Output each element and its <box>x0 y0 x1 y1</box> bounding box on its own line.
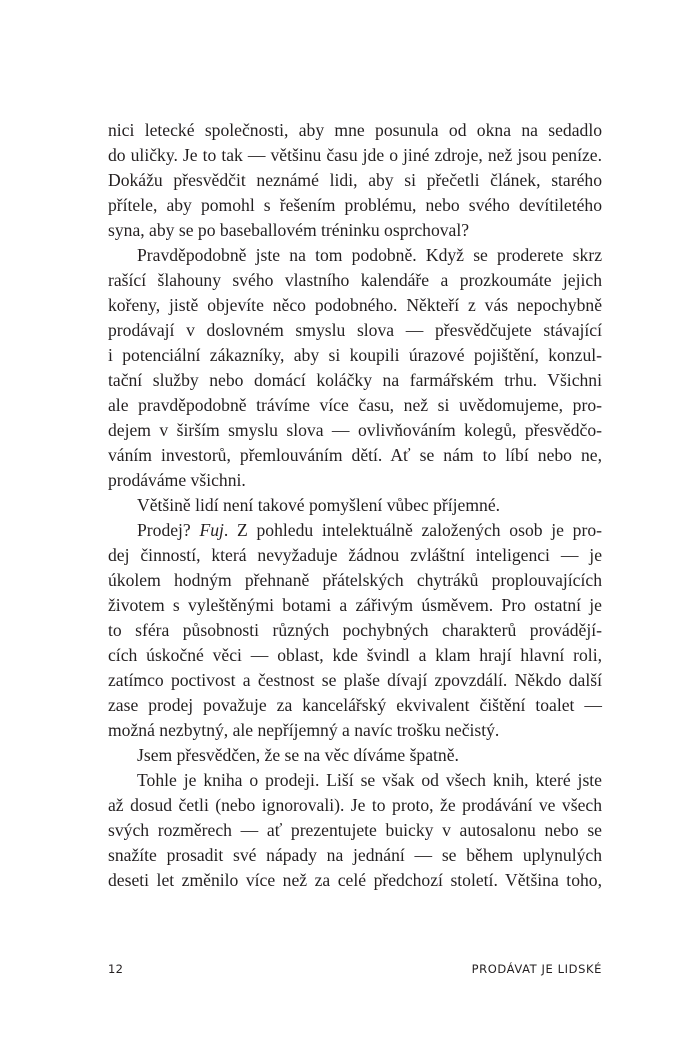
text-line: do uličky. Je to tak — většinu času jde o jiné zdroje, než jsou peníze. <box>108 145 602 165</box>
text-line: přítele, aby pomohl s řešením problému, nebo svého devítiletého <box>108 195 602 215</box>
text-segment: . Z pohledu intelektuálně založených osob je pro- <box>223 520 602 540</box>
paragraph <box>108 743 602 768</box>
running-head: PRODÁVAT JE LIDSKÉ <box>471 962 602 976</box>
text-line: zase prodej považuje za kancelářský ekvivalent čištění toalet — <box>108 695 602 715</box>
text-line: Jsem přesvědčen, že se na věc díváme špatně. <box>137 745 459 765</box>
text-line: Pravděpodobně jste na tom podobně. Když se proderete skrz <box>137 245 602 265</box>
text-line: kořeny, jistě objevíte něco podobného. Někteří z vás nepochybně <box>108 295 602 315</box>
italic-word: Fuj <box>199 520 224 540</box>
text-line: nici letecké společnosti, aby mne posunula od okna na sedadlo <box>108 120 602 140</box>
paragraph <box>108 243 602 493</box>
paragraph <box>108 118 602 243</box>
text-line: životem s vyleštěnými botami a zářivým úsměvem. Pro ostatní je <box>108 595 602 615</box>
text-line: to sféra působnosti různých pochybných charakterů provádějí- <box>108 620 602 640</box>
text-line: Většině lidí není takové pomyšlení vůbec příjemné. <box>137 495 501 515</box>
text-line: zatímco poctivost a čestnost se plaše dívají zpovzdálí. Někdo další <box>108 670 602 690</box>
text-line: dej činností, která nevyžaduje žádnou zvláštní inteligenci — je <box>108 545 602 565</box>
text-line: Tohle je kniha o prodeji. Liší se však od všech knih, které jste <box>137 770 602 790</box>
text-line: ale pravděpodobně trávíme více času, než si uvědomujeme, pro- <box>108 395 602 415</box>
text-segment: Prodej? <box>137 520 200 540</box>
text-line: prodávají v doslovném smyslu slova — přesvědčujete stávající <box>108 320 602 340</box>
text-line: deseti let změnilo více než za celé předchozí století. Většina toho, <box>108 870 602 890</box>
text-line: váním investorů, přemlouváním dětí. Ať se nám to líbí nebo ne, <box>108 445 602 465</box>
text-line: dejem v širším smyslu slova — ovlivňováním kolegů, přesvědčo- <box>108 420 602 440</box>
text-line: snažíte prosadit své nápady na jednání — se během uplynulých <box>108 845 602 865</box>
page-footer <box>108 962 602 982</box>
text-line: možná nezbytný, ale nepříjemný a navíc trošku nečistý. <box>108 720 500 740</box>
text-line: Dokážu přesvědčit neznámé lidi, aby si přečetli článek, starého <box>108 170 602 190</box>
paragraph <box>108 518 602 743</box>
text-line: i potenciální zákazníky, aby si koupili úrazové pojištění, konzul- <box>108 345 602 365</box>
text-line: syna, aby se po baseballovém tréninku osprchoval? <box>108 220 470 240</box>
text-line: úkolem hodným přehnaně přátelských chytráků proplouvajících <box>108 570 602 590</box>
page-number: 12 <box>108 962 124 976</box>
text-line: cích úskočné věci — oblast, kde švindl a klam hrají hlavní roli, <box>108 645 602 665</box>
body-text <box>108 118 602 893</box>
paragraph <box>108 768 602 893</box>
text-line: prodáváme všichni. <box>108 470 246 490</box>
text-line: až dosud četli (nebo ignorovali). Je to proto, že prodávání ve všech <box>108 795 602 815</box>
text-line <box>108 518 602 543</box>
text-line: rašící šlahouny svého vlastního kalendáře a prozkoumáte jejich <box>108 270 602 290</box>
text-line: tační služby nebo domácí koláčky na farmářském trhu. Všichni <box>108 370 602 390</box>
text-line: svých rozměrech — ať prezentujete buicky v autosalonu nebo se <box>108 820 602 840</box>
paragraph <box>108 493 602 518</box>
